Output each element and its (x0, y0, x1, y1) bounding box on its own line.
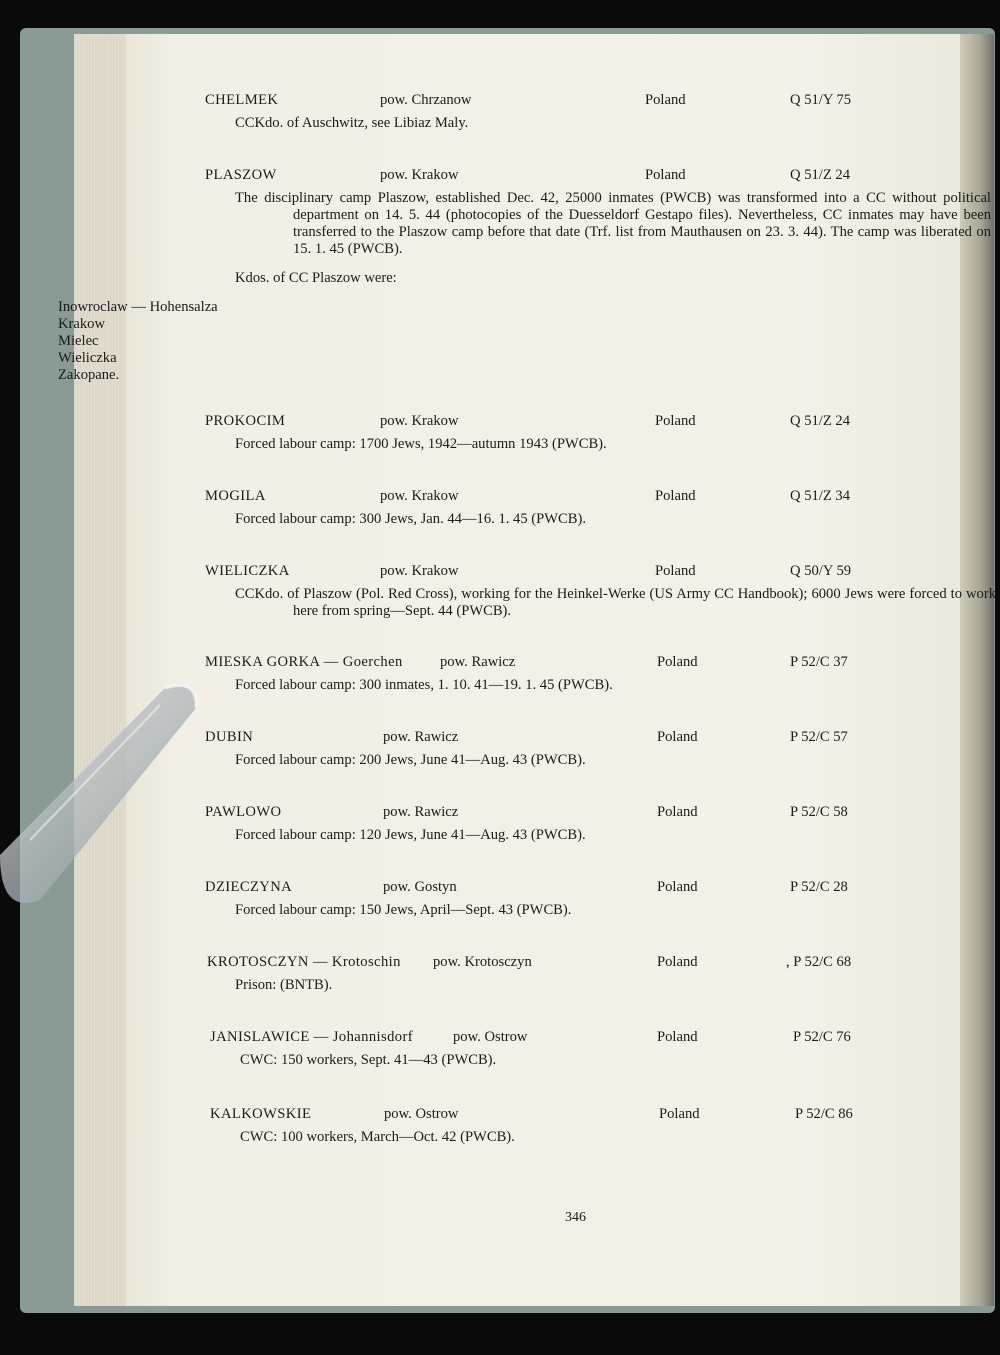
district: pow. Krakow (380, 167, 459, 183)
entry-chelmek (0, 92, 1000, 132)
country: Poland (657, 654, 698, 670)
place-name: KROTOSCZYN — Krotoschin (207, 954, 401, 970)
grid-reference: Q 51/Z 24 (790, 167, 850, 183)
place-name: PROKOCIM (205, 413, 286, 429)
entry-kalkowskie (0, 1106, 1000, 1146)
entry-paragraph: The disciplinary camp Plaszow, established Dec. 42, 25000 inmates (PWCB) was transformed into a CC without political department on 14. 5. 44 (photocopies of the Duesseldorf Gestapo files). Nevertheless, CC inmates may have been transferred to the Plaszow camp before that date (Trf. list from Mauthausen on 23. 3. 44). The camp was liberated on 15. 1. 45 (PWCB). (235, 190, 991, 257)
entry-prokocim (0, 413, 1000, 453)
list-item: Wieliczka (58, 350, 117, 366)
grid-reference: P 52/C 37 (790, 654, 848, 670)
place-name: WIELICZKA (205, 563, 290, 579)
entry-text: Forced labour camp: 120 Jews, June 41—Aug. 43 (PWCB). (235, 827, 586, 843)
district: pow. Ostrow (384, 1106, 459, 1122)
grid-reference: Q 51/Z 24 (790, 413, 850, 429)
place-name: DZIECZYNA (205, 879, 293, 895)
grid-reference: Q 51/Y 75 (790, 92, 852, 108)
entry-text: Forced labour camp: 200 Jews, June 41—Aug. 43 (PWCB). (235, 752, 586, 768)
page-holder-spatula-icon (0, 660, 200, 920)
place-name: PLASZOW (205, 167, 277, 183)
district: pow. Rawicz (383, 729, 459, 745)
entry-plaszow (0, 167, 1000, 384)
place-name: MIESKA GORKA — Goerchen (205, 654, 403, 670)
grid-reference: P 52/C 28 (790, 879, 848, 895)
district: pow. Rawicz (383, 804, 459, 820)
district: pow. Krakow (380, 413, 459, 429)
country: Poland (657, 1029, 698, 1045)
district: pow. Krakow (380, 563, 459, 579)
entry-mogila (0, 488, 1000, 528)
place-name: MOGILA (205, 488, 266, 504)
district: pow. Krakow (380, 488, 459, 504)
grid-reference: , P 52/C 68 (786, 954, 852, 970)
grid-reference: P 52/C 76 (793, 1029, 851, 1045)
country: Poland (657, 954, 698, 970)
country: Poland (659, 1106, 700, 1122)
place-name: KALKOWSKIE (210, 1106, 312, 1122)
page-number: 346 (565, 1210, 586, 1225)
district: pow. Gostyn (383, 879, 457, 895)
grid-reference: Q 51/Z 34 (790, 488, 850, 504)
list-item: Inowroclaw — Hohensalza (58, 299, 218, 315)
place-name: PAWLOWO (205, 804, 282, 820)
list-item: Zakopane. (58, 367, 120, 383)
kdos-list (58, 299, 758, 384)
country: Poland (657, 804, 698, 820)
place-name: DUBIN (205, 729, 254, 745)
grid-reference: P 52/C 86 (795, 1106, 853, 1122)
place-name: CHELMEK (205, 92, 279, 108)
entry-text: CCKdo. of Auschwitz, see Libiaz Maly. (235, 115, 469, 131)
country: Poland (657, 879, 698, 895)
entry-paragraph: CCKdo. of Plaszow (Pol. Red Cross), working for the Heinkel-Werke (US Army CC Handbook); 6000 Jews were forced to work here from spring—Sept. 44 (PWCB). (235, 586, 996, 619)
entry-text: CWC: 150 workers, Sept. 41—43 (PWCB). (240, 1052, 497, 1068)
grid-reference: Q 50/Y 59 (790, 563, 852, 579)
entry-text: Forced labour camp: 150 Jews, April—Sept. 43 (PWCB). (235, 902, 572, 918)
country: Poland (655, 563, 696, 579)
country: Poland (645, 167, 686, 183)
country: Poland (655, 488, 696, 504)
entry-text: Forced labour camp: 300 Jews, Jan. 44—16. 1. 45 (PWCB). (235, 511, 587, 527)
district: pow. Ostrow (453, 1029, 528, 1045)
entry-text: Forced labour camp: 1700 Jews, 1942—autumn 1943 (PWCB). (235, 436, 607, 452)
entry-krotosczyn (0, 954, 1000, 994)
entry-text: Forced labour camp: 300 inmates, 1. 10. 41—19. 1. 45 (PWCB). (235, 677, 613, 693)
grid-reference: P 52/C 58 (790, 804, 848, 820)
country: Poland (645, 92, 686, 108)
kdos-intro: Kdos. of CC Plaszow were: (235, 270, 397, 286)
entry-wieliczka (0, 563, 1000, 620)
entry-text: CWC: 100 workers, March—Oct. 42 (PWCB). (240, 1129, 515, 1145)
country: Poland (655, 413, 696, 429)
list-item: Mielec (58, 333, 99, 349)
country: Poland (657, 729, 698, 745)
entry-janislawice (0, 1029, 1000, 1069)
district: pow. Chrzanow (380, 92, 472, 108)
district: pow. Krotosczyn (433, 954, 532, 970)
list-item: Krakow (58, 316, 106, 332)
grid-reference: P 52/C 57 (790, 729, 848, 745)
place-name: JANISLAWICE — Johannisdorf (210, 1029, 413, 1045)
entry-text: Prison: (BNTB). (235, 977, 333, 993)
district: pow. Rawicz (440, 654, 516, 670)
